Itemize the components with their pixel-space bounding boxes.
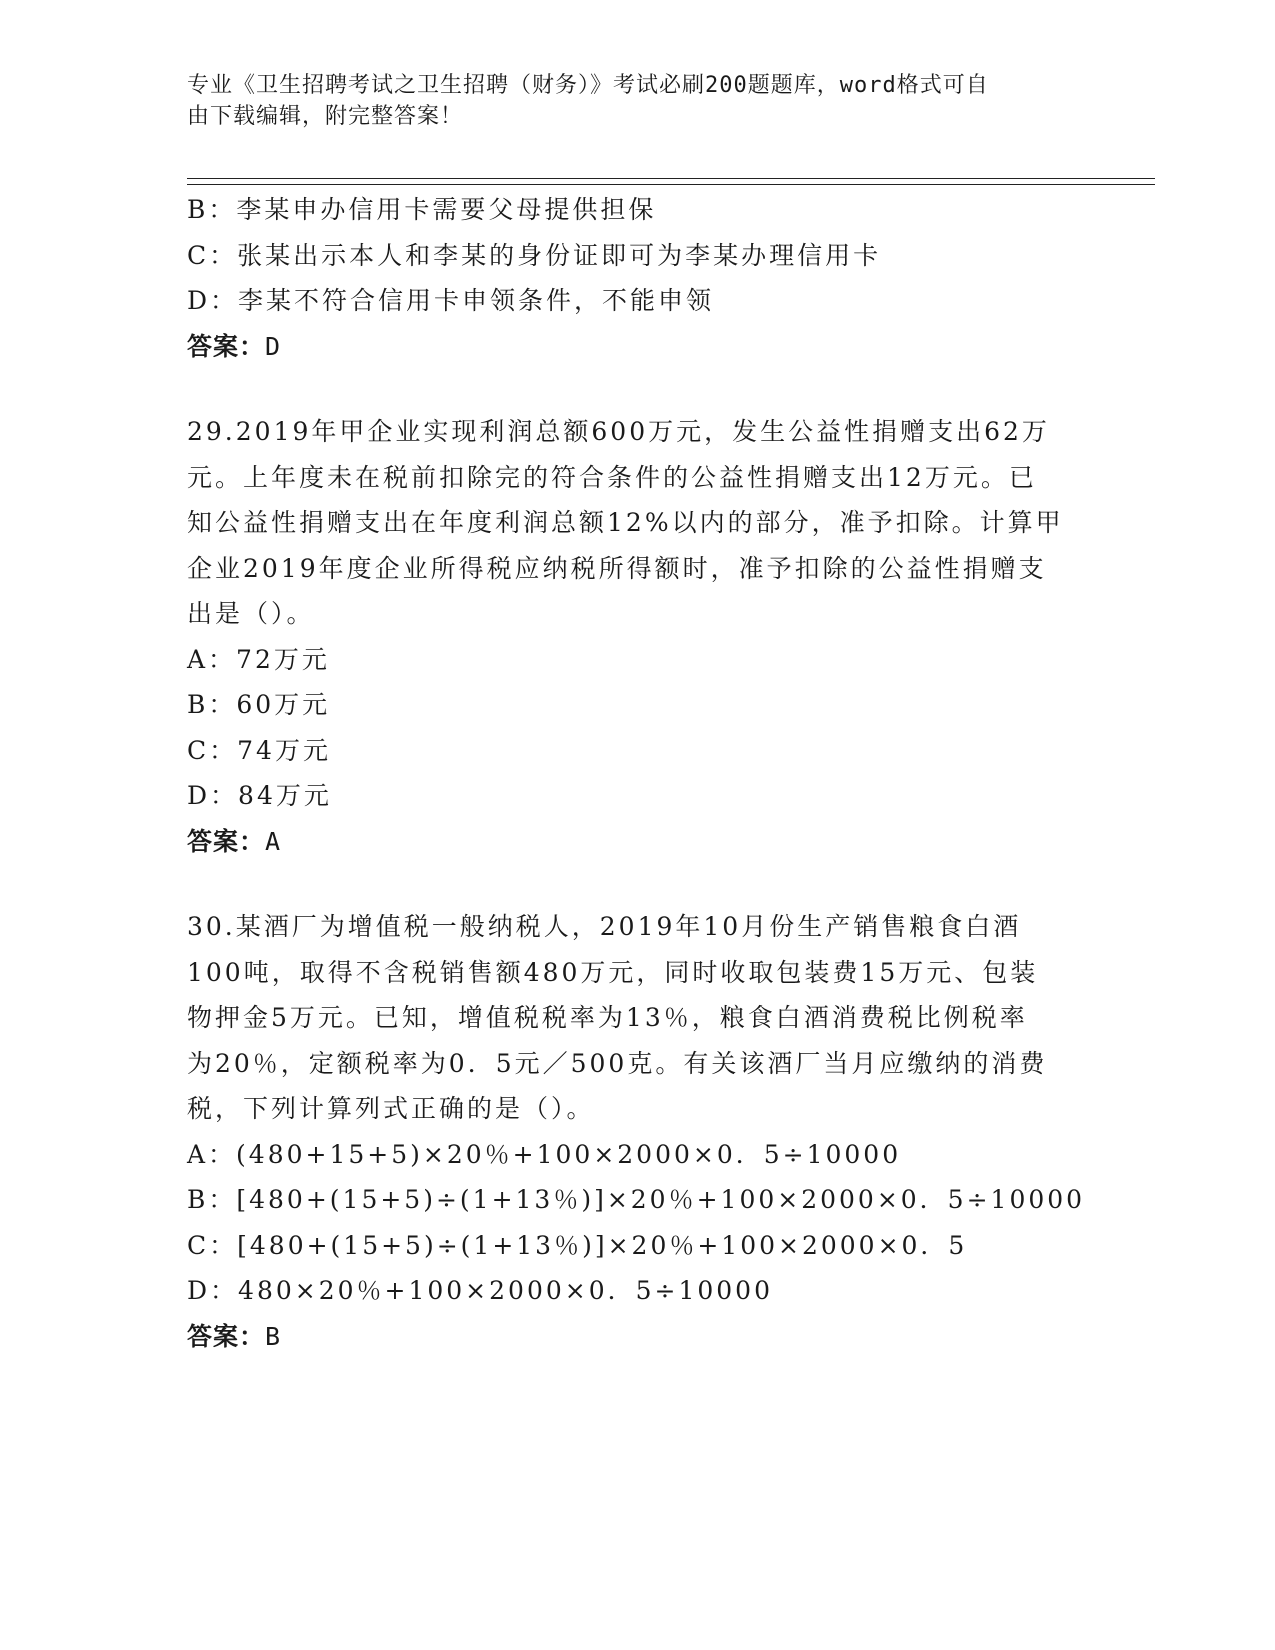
option-d: D：李某不符合信用卡申领条件，不能申领 bbox=[187, 286, 715, 315]
question-stem-line: 30.某酒厂为增值税一般纳税人，2019年10月份生产销售粮食白酒 bbox=[187, 912, 1022, 941]
answer-label: 答案： bbox=[187, 1321, 266, 1351]
option-b: B：[480+(15+5)÷(1+13％)]×20％+100×2000×0．5÷10000 bbox=[187, 1185, 1086, 1214]
answer-row bbox=[187, 819, 1087, 865]
question-stem-line: 物押金5万元。已知，增值税税率为13％，粮食白酒消费税比例税率 bbox=[187, 1003, 1028, 1032]
answer-label: 答案： bbox=[187, 826, 266, 856]
option-a: A：(480+15+5)×20％+100×2000×0．5÷10000 bbox=[187, 1139, 902, 1169]
answer-row bbox=[187, 324, 1087, 370]
option-c: C：张某出示本人和李某的身份证即可为李某办理信用卡 bbox=[187, 240, 882, 270]
option-b: B：60万元 bbox=[187, 690, 331, 719]
header-line-2: 由下载编辑，附完整答案！ bbox=[187, 104, 464, 129]
answer-value: D bbox=[265, 331, 281, 361]
question-stem-line: 知公益性捐赠支出在年度利润总额12%以内的部分，准予扣除。计算甲 bbox=[187, 508, 1064, 537]
header-divider-top bbox=[187, 178, 1155, 179]
option-c: C：[480+(15+5)÷(1+13％)]×20％+100×2000×0．5 bbox=[187, 1230, 968, 1260]
question-28-tail bbox=[187, 187, 1087, 369]
answer-value: A bbox=[265, 826, 281, 856]
question-29 bbox=[187, 409, 1087, 864]
option-d: D：480×20％+100×2000×0．5÷10000 bbox=[187, 1276, 773, 1305]
option-a: A：72万元 bbox=[187, 644, 330, 674]
answer-row bbox=[187, 1314, 1087, 1360]
header-divider-bottom bbox=[187, 184, 1155, 185]
document-header bbox=[187, 70, 1087, 132]
answer-label: 答案： bbox=[187, 331, 266, 361]
question-stem-line: 出是（）。 bbox=[187, 599, 315, 628]
question-30 bbox=[187, 904, 1087, 1359]
option-c: C：74万元 bbox=[187, 735, 331, 765]
question-stem-line: 29.2019年甲企业实现利润总额600万元，发生公益性捐赠支出62万 bbox=[187, 417, 1050, 446]
option-b: B：李某申办信用卡需要父母提供担保 bbox=[187, 195, 657, 224]
header-line-1: 专业《卫生招聘考试之卫生招聘（财务）》考试必刷200题题库，word格式可自 bbox=[187, 73, 989, 98]
answer-value: B bbox=[265, 1321, 281, 1351]
option-d: D：84万元 bbox=[187, 781, 332, 810]
question-stem-line: 元。上年度未在税前扣除完的符合条件的公益性捐赠支出12万元。已 bbox=[187, 462, 1037, 492]
question-stem-line: 为20％，定额税率为0．5元／500克。有关该酒厂当月应缴纳的消费 bbox=[187, 1048, 1048, 1078]
question-stem-line: 税，下列计算列式正确的是（）。 bbox=[187, 1094, 595, 1123]
question-stem-line: 100吨，取得不含税销售额480万元，同时收取包装费15万元、包装 bbox=[187, 957, 1039, 987]
question-stem-line: 企业2019年度企业所得税应纳税所得额时，准予扣除的公益性捐赠支 bbox=[187, 553, 1047, 583]
question-content bbox=[187, 187, 1087, 1359]
